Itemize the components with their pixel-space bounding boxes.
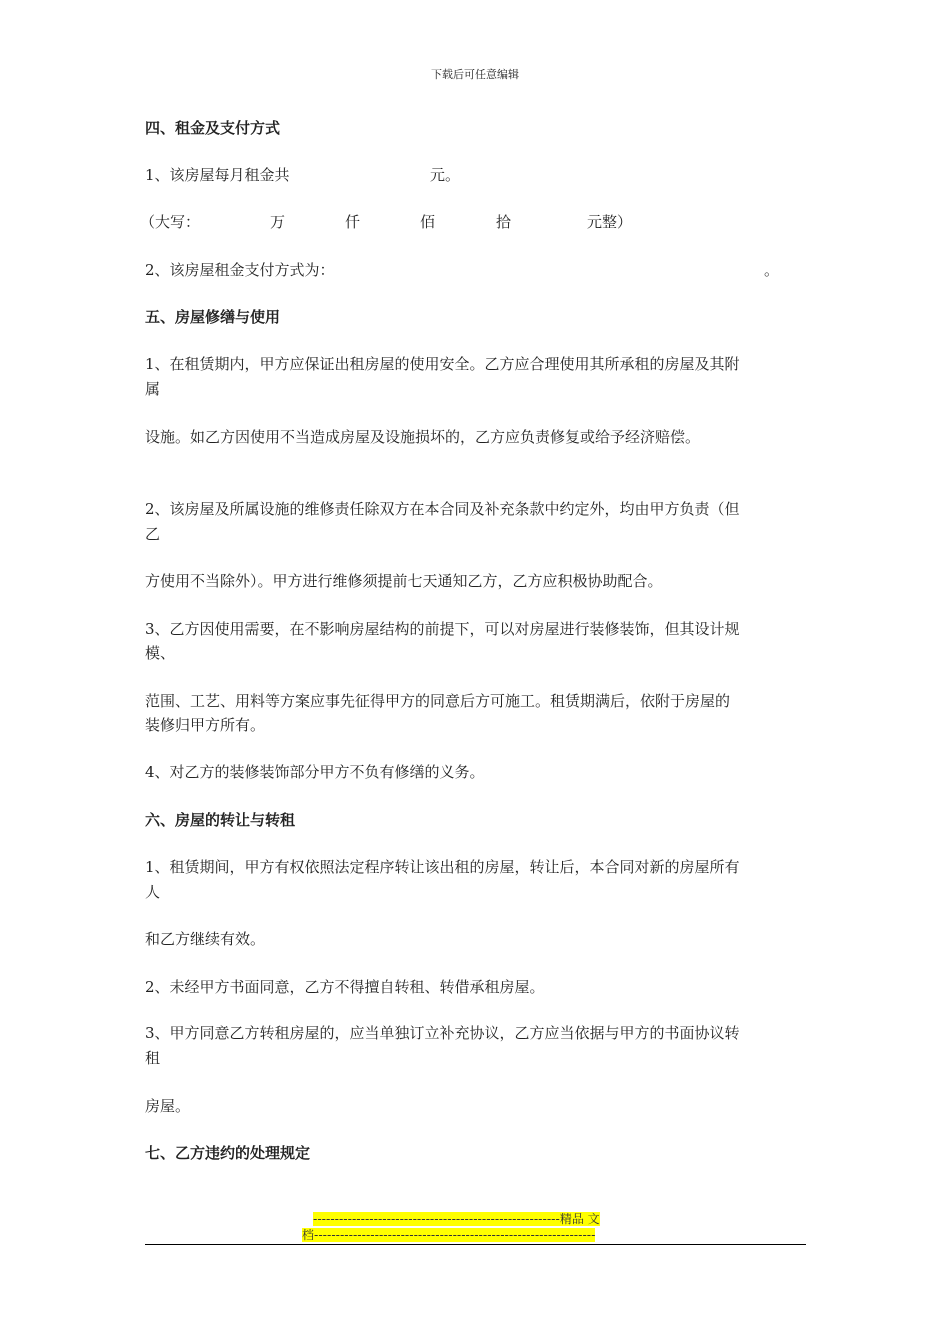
s5-p4: 4、对乙方的装修装饰部分甲方不负有修缮的义务。	[145, 763, 485, 781]
footer-highlight-2: 档-----------------------------------------------------------------	[302, 1228, 596, 1242]
s5-p3-line3: 范围、工艺、用料等方案应事先征得甲方的同意后方可施工。租赁期满后，依附于房屋的	[145, 692, 731, 710]
rent-capital-wan: 万	[270, 213, 286, 231]
s6-p3-line2: 租	[145, 1049, 161, 1067]
s6-p3-line3: 房屋。	[145, 1097, 191, 1115]
rent-amount-line	[145, 163, 290, 187]
s5-p2-line2: 乙	[145, 525, 161, 543]
s5-p1-line1: 1、在租赁期内，甲方应保证出租房屋的使用安全。乙方应合理使用其所承租的房屋及其附	[145, 355, 740, 373]
s5-p2-line1: 2、该房屋及所属设施的维修责任除双方在本合同及补充条款中约定外，均由甲方负责（但	[145, 500, 740, 518]
footer-line-2	[302, 1227, 595, 1243]
footer-rule	[145, 1244, 806, 1245]
section-6-title: 六、房屋的转让与转租	[145, 811, 296, 829]
section-5-title: 五、房屋修缮与使用	[145, 308, 281, 326]
rent-capital-yuan: 元整）	[587, 213, 633, 231]
footer-highlight-1: ---------------------------------------------------------精品 文	[313, 1212, 600, 1226]
rent-capital-bai: 佰	[420, 213, 436, 231]
page-header: 下载后可任意编辑	[431, 68, 519, 81]
rent-capital-open: （大写：	[140, 213, 201, 231]
section-7-title: 七、乙方违约的处理规定	[145, 1144, 311, 1162]
s5-p1-line3: 设施。如乙方因使用不当造成房屋及设施损坏的，乙方应负责修复或给予经济赔偿。	[145, 428, 701, 446]
rent-capital-qian: 仟	[345, 213, 361, 231]
s6-p3-line1: 3、甲方同意乙方转租房屋的，应当单独订立补充协议，乙方应当依据与甲方的书面协议转	[145, 1024, 740, 1042]
rent-amount-unit: 元。	[430, 166, 461, 184]
s6-p1-line2: 人	[145, 883, 161, 901]
rent-amount-label: 1、该房屋每月租金共	[145, 166, 290, 184]
rent-capital-shi: 拾	[496, 213, 512, 231]
s5-p2-line3: 方使用不当除外）。甲方进行维修须提前七天通知乙方，乙方应积极协助配合。	[145, 572, 663, 590]
payment-method-label: 2、该房屋租金支付方式为：	[145, 261, 335, 279]
s5-p3-line4: 装修归甲方所有。	[145, 716, 266, 734]
s5-p1-line2: 属	[145, 380, 161, 398]
payment-method-end: 。	[764, 261, 780, 279]
s6-p1-line1: 1、租赁期间，甲方有权依照法定程序转让该出租的房屋，转让后，本合同对新的房屋所有	[145, 858, 740, 876]
s6-p1-line3: 和乙方继续有效。	[145, 930, 266, 948]
s6-p2: 2、未经甲方书面同意，乙方不得擅自转租、转借承租房屋。	[145, 978, 545, 996]
s5-p3-line2: 模、	[145, 644, 176, 662]
s5-p3-line1: 3、乙方因使用需要，在不影响房屋结构的前提下，可以对房屋进行装修装饰，但其设计规	[145, 620, 740, 638]
footer-line-1	[313, 1211, 600, 1227]
section-4-title: 四、租金及支付方式	[145, 119, 281, 137]
